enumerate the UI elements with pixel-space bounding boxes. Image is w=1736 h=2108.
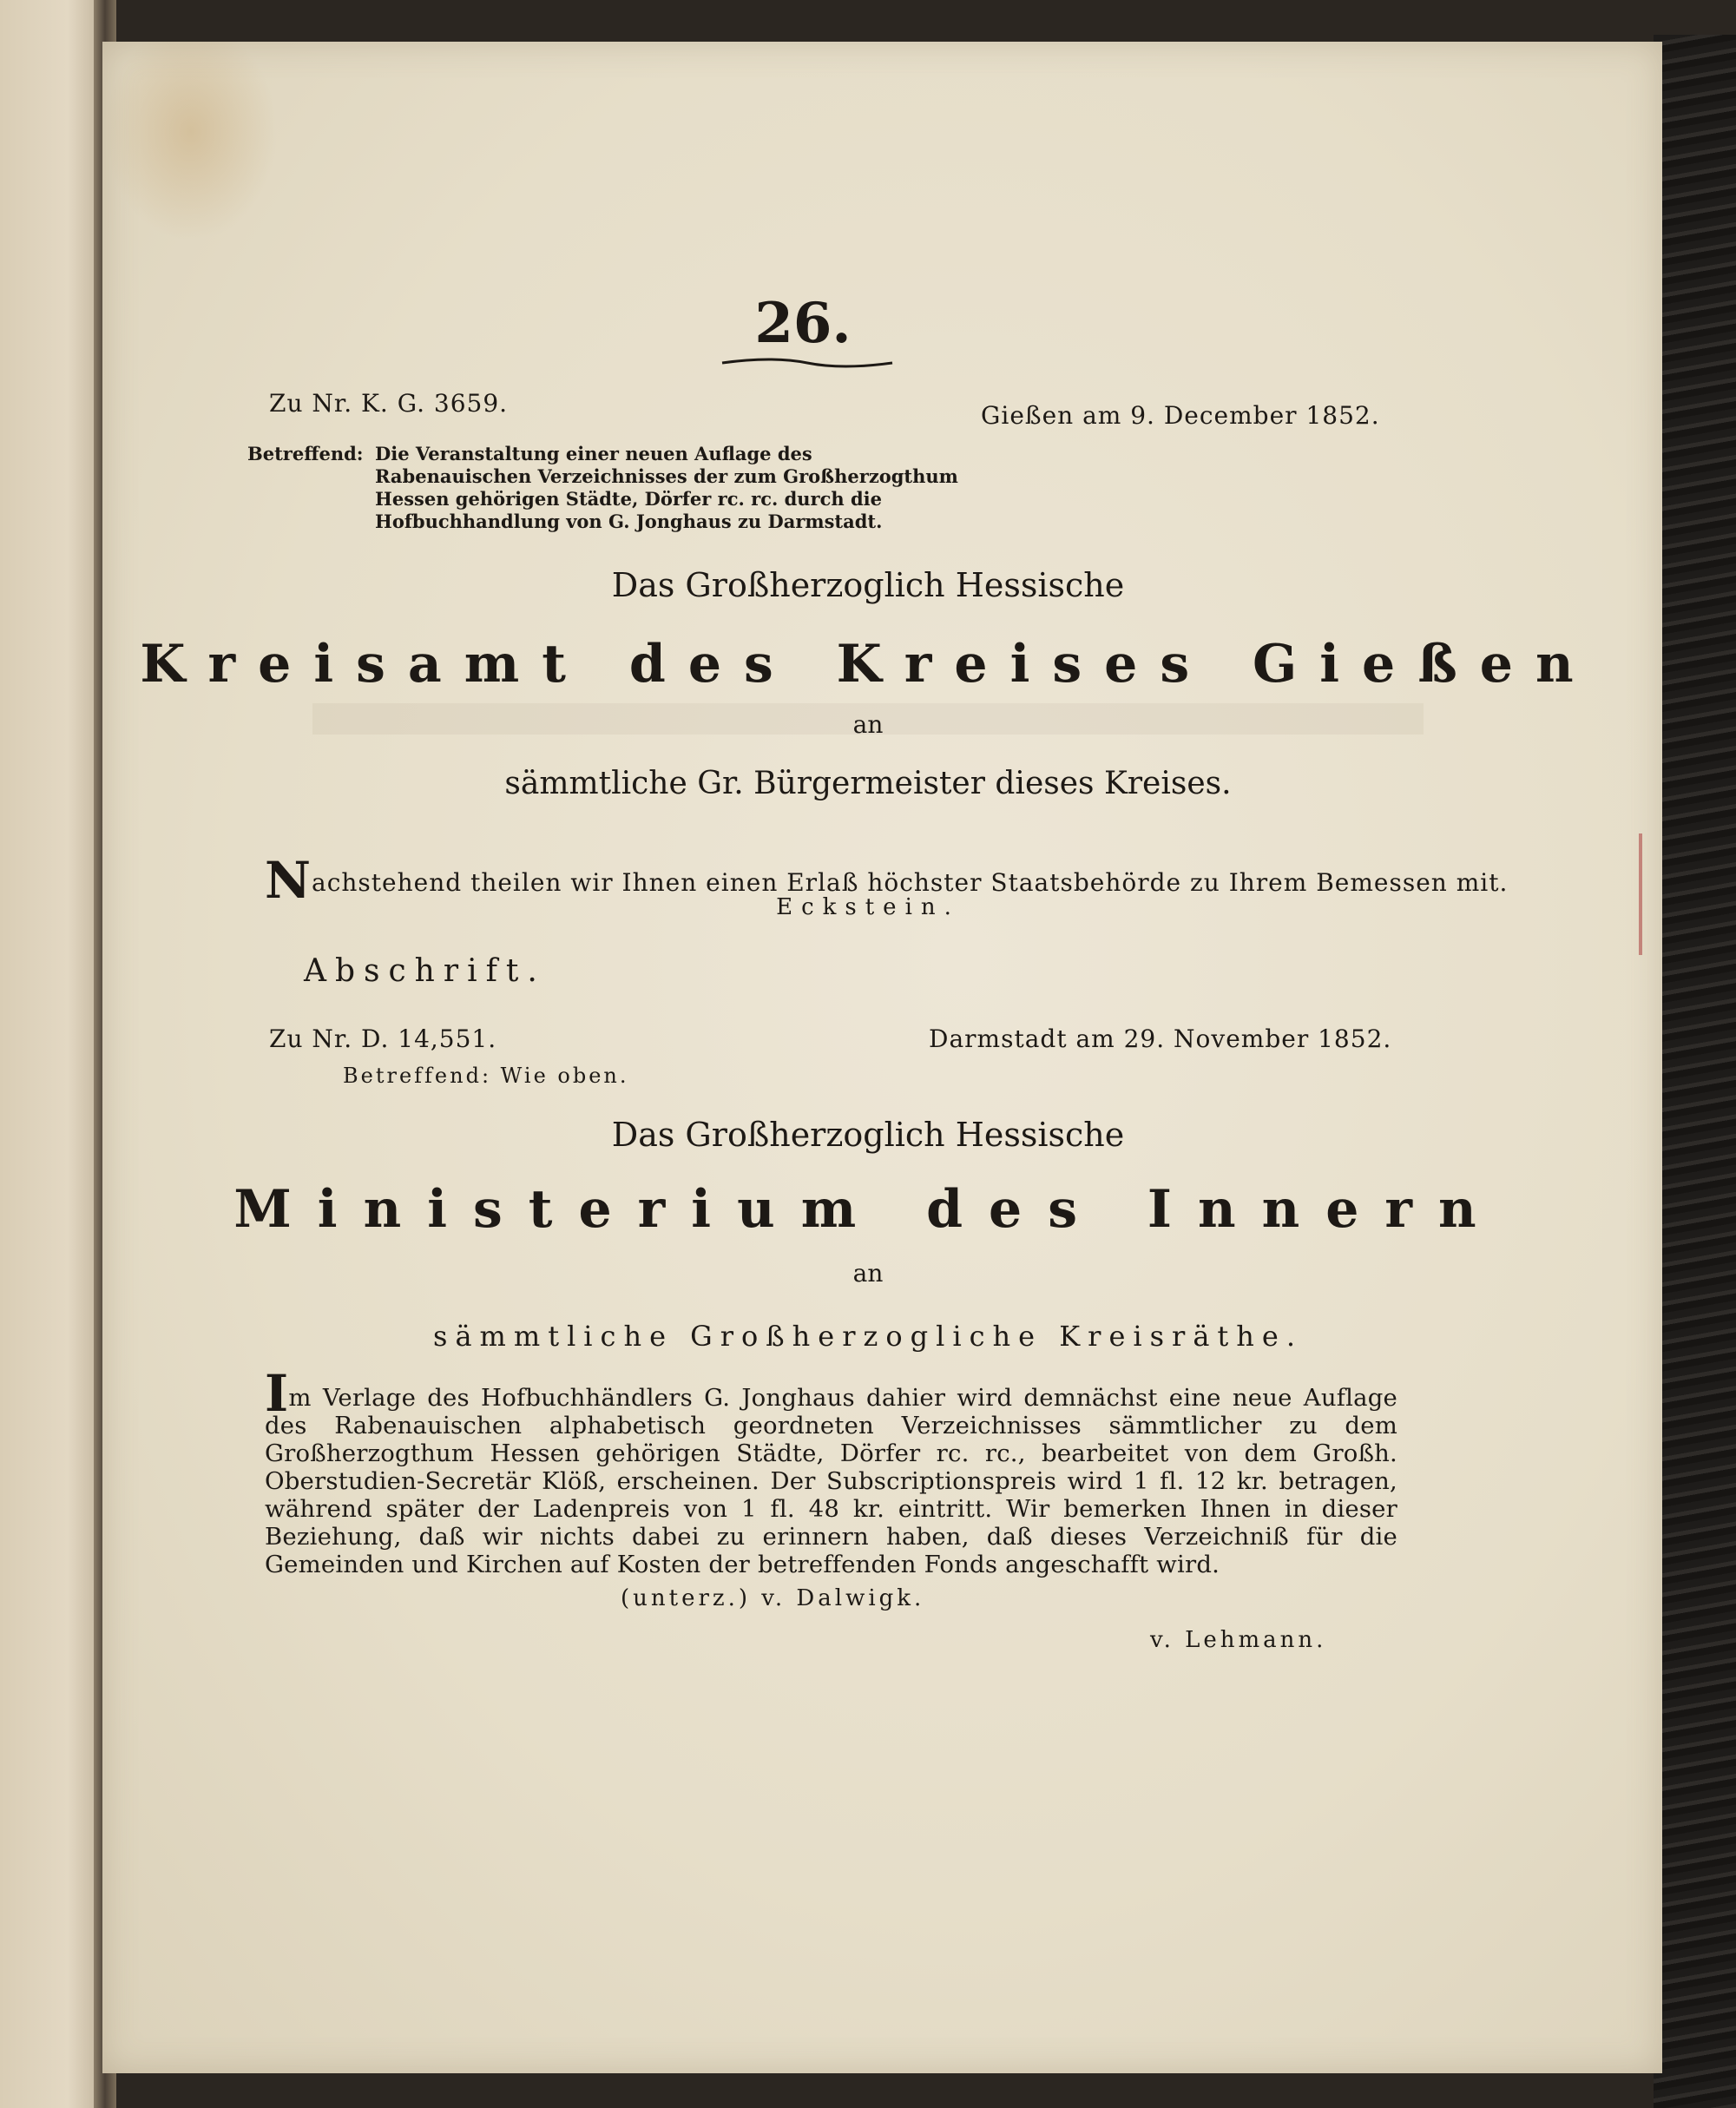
issuing-authority-line1: Das Großherzoglich Hessische [611,566,1125,604]
reference-number: Zu Nr. K. G. 3659. [269,389,509,418]
body-initial-letter: I [265,1364,289,1423]
subject-text: Die Veranstaltung einer neuen Auflage des Rabenauischen Verzeichnisses der zum Großherzogthum Hessen gehörigen Städte, Dörfer rc. rc. durch die Hofbuchhandlung von G. Jonghaus zu Darmstadt. [375,443,958,532]
addressee-line: sämmtliche Gr. Bürgermeister dieses Kreises. [504,766,1232,801]
issuing-authority-title: Kreisamt des Kreises Gießen [140,634,1596,695]
title-flourish [720,354,894,372]
copy-place-date: Darmstadt am 29. November 1852. [929,1024,1392,1053]
copy-addressed-to-word: an [852,1259,884,1288]
page-number: 26. [754,291,852,356]
copy-heading: Abschrift. [304,953,546,989]
copy-addressee-line: sämmtliche Großherzogliche Kreisräthe. [433,1320,1303,1353]
copy-reference-number: Zu Nr. D. 14,551. [269,1024,497,1053]
book-cover-edge [1654,35,1736,2108]
ministry-title: Ministerium des Innern [233,1179,1503,1240]
signature-dalwigk: (unterz.) v. Dalwigk. [621,1585,925,1611]
signature-lehmann: v. Lehmann. [1150,1627,1327,1653]
body-paragraph [265,1364,1397,1578]
copy-subject: Betreffend: Wie oben. [343,1064,629,1088]
water-stain [104,42,278,241]
ministry-line1: Das Großherzoglich Hessische [611,1116,1125,1154]
body-text: m Verlage des Hofbuchhändlers G. Jonghaus dahier wird demnächst eine neue Auflage des Rabenauischen alphabetisch geordneten Verzeichnisses sämmtlicher zu dem Großherzogthum Hessen gehörigen Städte, Dörfer rc. rc., bearbeitet von dem Großh. Oberstudien-Secretär Klöß, erscheinen. Der Subscriptionspreis wird 1 fl. 12 kr. betragen, während später der Ladenpreis von 1 fl. 48 kr. eintritt. Wir bemerken Ihnen in dieser Beziehung, daß wir nichts dabei zu erinnern haben, daß dieses Verzeichniß für die Gemeinden und Kirchen auf Kosten der betreffenden Fonds angeschafft wird. [265,1384,1397,1578]
intro-initial-letter: N [265,851,312,910]
intro-text: achstehend theilen wir Ihnen einen Erlaß höchster Staatsbehörde zu Ihrem Bemessen mit. [312,868,1509,897]
signature-eckstein: Eckstein. [776,894,960,920]
addressed-to-word: an [852,710,884,739]
subject-label: Betreffend: [247,443,364,464]
place-date: Gießen am 9. December 1852. [981,401,1380,430]
